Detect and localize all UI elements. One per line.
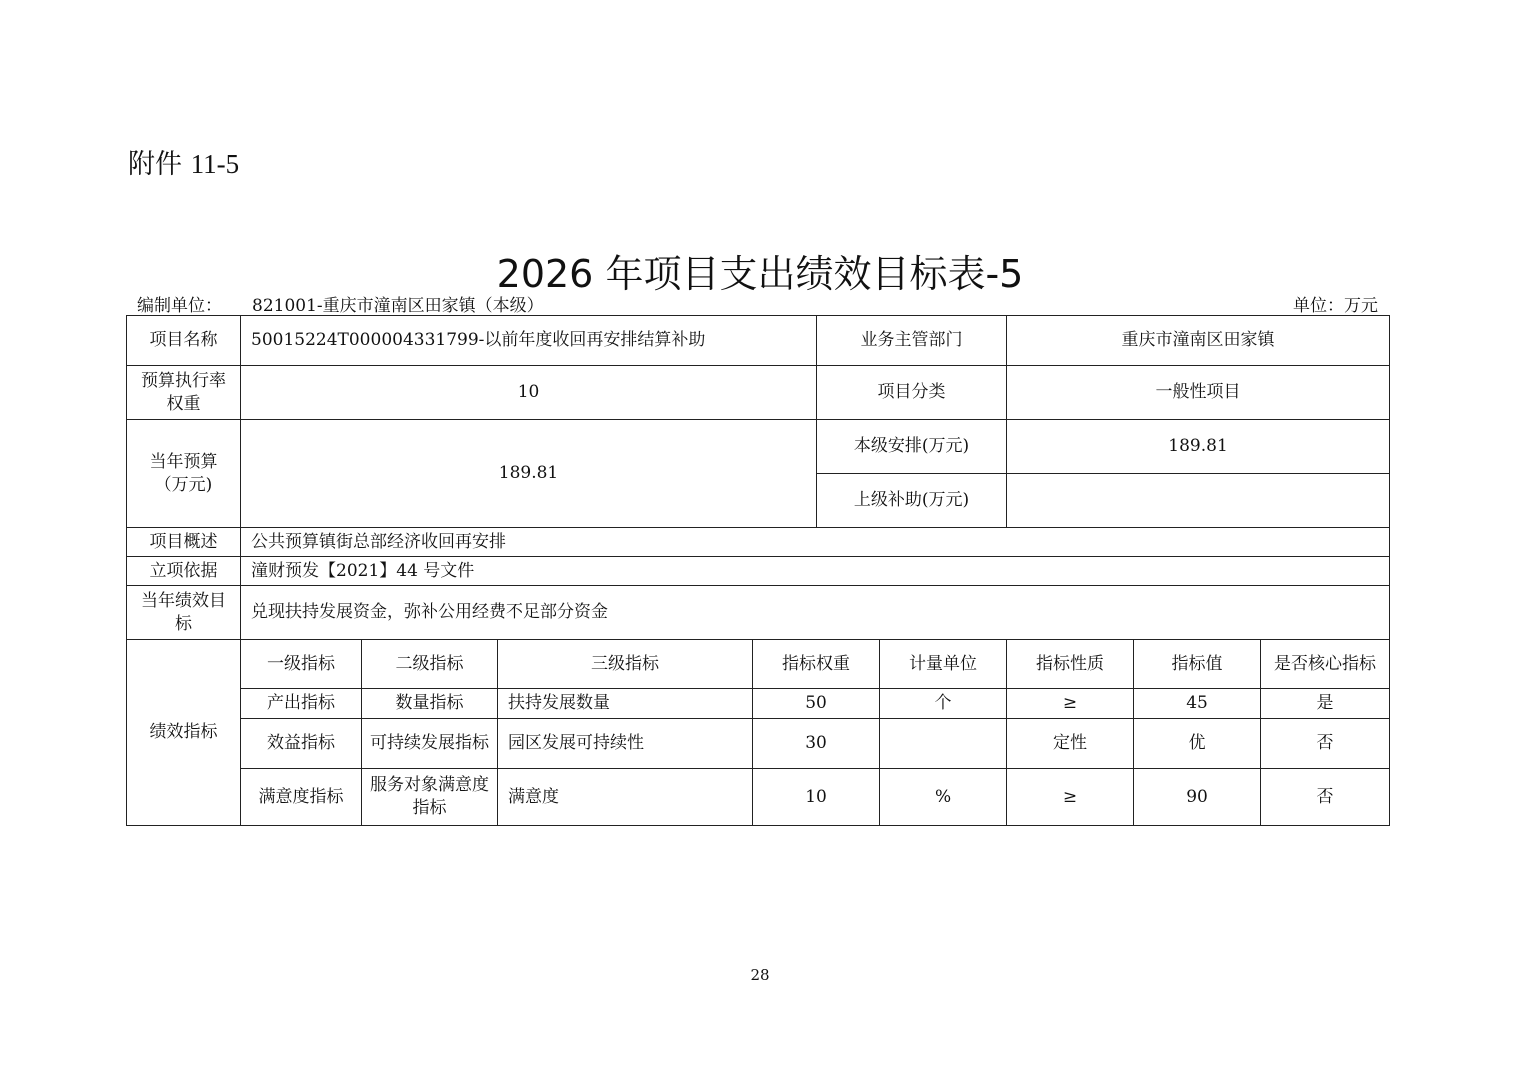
budget-value: 189.81 xyxy=(241,420,817,528)
indicator-value: 90 xyxy=(1134,769,1261,826)
indicator-level3: 园区发展可持续性 xyxy=(498,719,753,769)
indicator-unit: 个 xyxy=(880,689,1007,719)
indicator-core: 否 xyxy=(1261,769,1390,826)
basis-value: 潼财预发【2021】44 号文件 xyxy=(241,557,1390,586)
indicator-row xyxy=(127,719,1390,769)
row-budget-local xyxy=(127,420,1390,474)
header-level3: 三级指标 xyxy=(498,640,753,689)
indicator-unit xyxy=(880,719,1007,769)
attachment-text: 附件 xyxy=(128,149,182,180)
indicator-level3: 扶持发展数量 xyxy=(498,689,753,719)
indicator-weight: 30 xyxy=(753,719,880,769)
indicator-header-row xyxy=(127,640,1390,689)
upper-value xyxy=(1007,474,1390,528)
basis-label: 立项依据 xyxy=(127,557,241,586)
indicator-level2: 服务对象满意度指标 xyxy=(362,769,498,826)
indicator-value: 45 xyxy=(1134,689,1261,719)
header-nature: 指标性质 xyxy=(1007,640,1134,689)
indicator-nature: ≥ xyxy=(1007,769,1134,826)
indicator-nature: ≥ xyxy=(1007,689,1134,719)
project-name-value: 50015224T000004331799-以前年度收回再安排结算补助 xyxy=(241,316,817,366)
indicator-weight: 10 xyxy=(753,769,880,826)
row-goal xyxy=(127,586,1390,640)
overview-label: 项目概述 xyxy=(127,528,241,557)
indicator-level3: 满意度 xyxy=(498,769,753,826)
weight-value: 10 xyxy=(241,366,817,420)
indicator-unit: % xyxy=(880,769,1007,826)
header-core: 是否核心指标 xyxy=(1261,640,1390,689)
performance-target-table xyxy=(126,315,1390,826)
dept-value: 重庆市潼南区田家镇 xyxy=(1007,316,1390,366)
header-unit: 计量单位 xyxy=(880,640,1007,689)
goal-label: 当年绩效目标 xyxy=(127,586,241,640)
currency-unit: 单位：万元 xyxy=(1293,296,1378,316)
indicator-row xyxy=(127,689,1390,719)
project-name-label: 项目名称 xyxy=(127,316,241,366)
indicator-weight: 50 xyxy=(753,689,880,719)
attachment-label xyxy=(128,142,239,181)
row-basis xyxy=(127,557,1390,586)
row-overview xyxy=(127,528,1390,557)
header-value: 指标值 xyxy=(1134,640,1261,689)
indicator-row xyxy=(127,769,1390,826)
category-label: 项目分类 xyxy=(817,366,1007,420)
indicator-level1: 效益指标 xyxy=(241,719,362,769)
goal-value: 兑现扶持发展资金，弥补公用经费不足部分资金 xyxy=(241,586,1390,640)
local-value: 189.81 xyxy=(1007,420,1390,474)
indicator-core: 是 xyxy=(1261,689,1390,719)
local-label: 本级安排(万元) xyxy=(817,420,1007,474)
indicator-level1: 产出指标 xyxy=(241,689,362,719)
page-number: 28 xyxy=(750,966,770,984)
unit-label: 编制单位： xyxy=(137,296,222,316)
row-weight xyxy=(127,366,1390,420)
overview-value: 公共预算镇街总部经济收回再安排 xyxy=(241,528,1390,557)
indicator-level1: 满意度指标 xyxy=(241,769,362,826)
budget-label: 当年预算（万元) xyxy=(127,420,241,528)
dept-label: 业务主管部门 xyxy=(817,316,1007,366)
weight-label: 预算执行率权重 xyxy=(127,366,241,420)
indicator-value: 优 xyxy=(1134,719,1261,769)
indicator-level2: 数量指标 xyxy=(362,689,498,719)
unit-value: 821001-重庆市潼南区田家镇（本级） xyxy=(252,296,544,316)
indicator-level2: 可持续发展指标 xyxy=(362,719,498,769)
header-level1: 一级指标 xyxy=(241,640,362,689)
header-weight: 指标权重 xyxy=(753,640,880,689)
indicator-core: 否 xyxy=(1261,719,1390,769)
indicators-section-label: 绩效指标 xyxy=(127,640,241,826)
page-title: 2026 年项目支出绩效目标表-5 xyxy=(496,252,1024,296)
indicator-nature: 定性 xyxy=(1007,719,1134,769)
category-value: 一般性项目 xyxy=(1007,366,1390,420)
upper-label: 上级补助(万元) xyxy=(817,474,1007,528)
row-project-name xyxy=(127,316,1390,366)
attachment-number: 11-5 xyxy=(190,149,240,179)
header-level2: 二级指标 xyxy=(362,640,498,689)
